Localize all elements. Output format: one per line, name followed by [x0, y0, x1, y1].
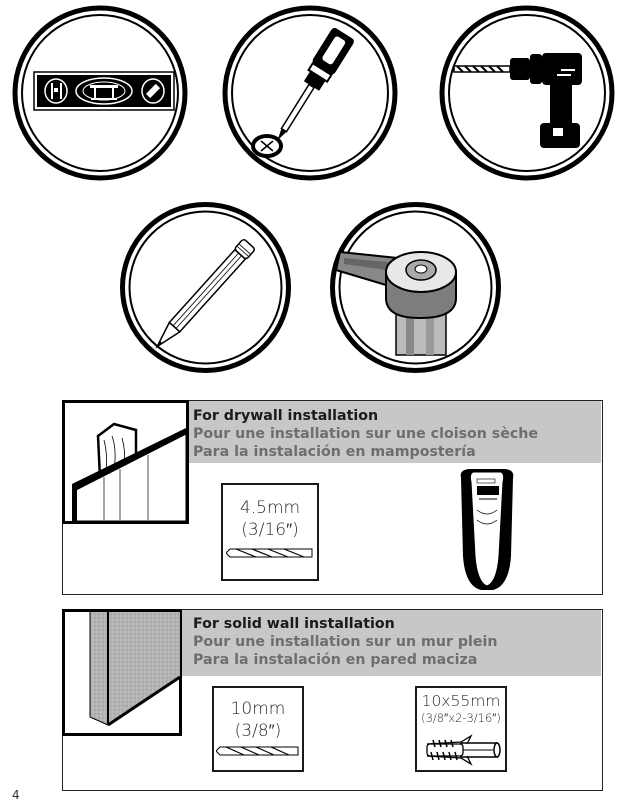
- tool-socket-wrench: [328, 200, 503, 375]
- drill-bit-spec-4-5mm: [221, 483, 319, 581]
- wall-anchor-icon: [421, 734, 501, 766]
- drill-bit-icon: [226, 547, 314, 559]
- wall-anchor-spec: [415, 686, 507, 772]
- page-number: 4: [12, 788, 20, 802]
- section-drywall-titles: [193, 407, 538, 461]
- drill-bit-icon: [216, 745, 300, 757]
- title-spanish: Para la instalación en pared maciza: [193, 652, 478, 668]
- title-english: For solid wall installation: [193, 616, 395, 632]
- stud-finder: [455, 466, 519, 594]
- title-spanish: Para la instalación en mampostería: [193, 444, 476, 460]
- level-icon: [10, 3, 190, 183]
- wrench-icon: [328, 200, 503, 375]
- tool-drill: [437, 3, 617, 183]
- title-french: Pour une installation sur un mur plein: [193, 634, 498, 650]
- spec-imperial: (3/16″): [241, 520, 299, 540]
- drywall-icon: [62, 400, 189, 524]
- spec-imperial: (3/8″x2-3/16″): [421, 711, 501, 725]
- spec-metric: 10x55mm: [421, 692, 501, 710]
- stud-finder-icon: [455, 466, 519, 594]
- title-french: Pour une installation sur une cloison sèche: [193, 426, 538, 442]
- tool-pencil: [118, 200, 293, 375]
- section-solid-wall-titles: [193, 615, 497, 669]
- drywall-illustration: [62, 400, 189, 524]
- pencil-icon: [118, 200, 293, 375]
- spec-metric: 4.5mm: [239, 498, 301, 518]
- screwdriver-icon: [220, 3, 400, 183]
- drill-icon: [437, 3, 617, 183]
- solid-wall-illustration: [62, 609, 182, 736]
- spec-imperial: (3/8″): [234, 721, 282, 741]
- solid-wall-icon: [62, 609, 182, 736]
- tool-level: [10, 3, 190, 183]
- spec-metric: 10mm: [230, 699, 286, 719]
- tool-screwdriver: [220, 3, 400, 183]
- drill-bit-spec-10mm: [212, 686, 304, 772]
- title-english: For drywall installation: [193, 408, 379, 424]
